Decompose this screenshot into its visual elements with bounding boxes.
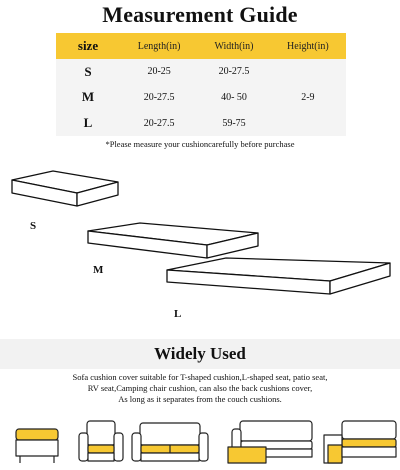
section-title: Widely Used [154, 344, 246, 363]
table-header-row [56, 33, 346, 59]
cushion-m-shape [88, 223, 258, 258]
label-m: M [93, 264, 104, 276]
page-title: Measurement Guide [102, 2, 298, 27]
row-width: 40- 50 [221, 91, 247, 103]
row-size: M [81, 89, 95, 105]
header-height: Height(in) [270, 33, 346, 59]
header-length: Length(in) [120, 33, 198, 59]
sofa-icon [130, 417, 210, 467]
row-length: 20-27.5 [143, 117, 175, 129]
cushion-l-shape [167, 258, 390, 294]
usage-description [0, 372, 400, 405]
row-size: L [83, 115, 93, 131]
sectional-sofa-icon [226, 417, 318, 467]
row-width: 59-75 [222, 117, 246, 129]
widely-used-band [0, 339, 400, 369]
row-length: 20-25 [147, 66, 171, 78]
usage-icons [0, 417, 400, 470]
height-value: 2-9 [301, 92, 315, 103]
label-l: L [174, 308, 182, 320]
measurement-note: *Please measure your cushioncarefully before purchase [105, 139, 295, 149]
ottoman-icon [12, 417, 62, 467]
description-line: RV seat,Camping chair cushion, can also the back cushions cover, [87, 383, 313, 393]
measurement-table [56, 33, 346, 136]
cushion-s-shape [12, 171, 118, 206]
armchair-icon [76, 417, 126, 467]
cushion-size-illustration [0, 152, 400, 332]
description-line: As long as it separates from the couch cushions. [118, 394, 282, 404]
description-line: Sofa cushion cover suitable for T-shaped cushion,L-shaped seat, patio seat, [72, 372, 328, 382]
table-row [56, 59, 346, 85]
row-size: S [84, 63, 92, 79]
corner-sofa-icon [320, 417, 400, 467]
header-width: Width(in) [198, 33, 269, 59]
header-size: size [56, 33, 120, 59]
label-s: S [30, 220, 37, 232]
row-length: 20-27.5 [143, 91, 175, 103]
row-width: 20-27.5 [218, 66, 250, 78]
